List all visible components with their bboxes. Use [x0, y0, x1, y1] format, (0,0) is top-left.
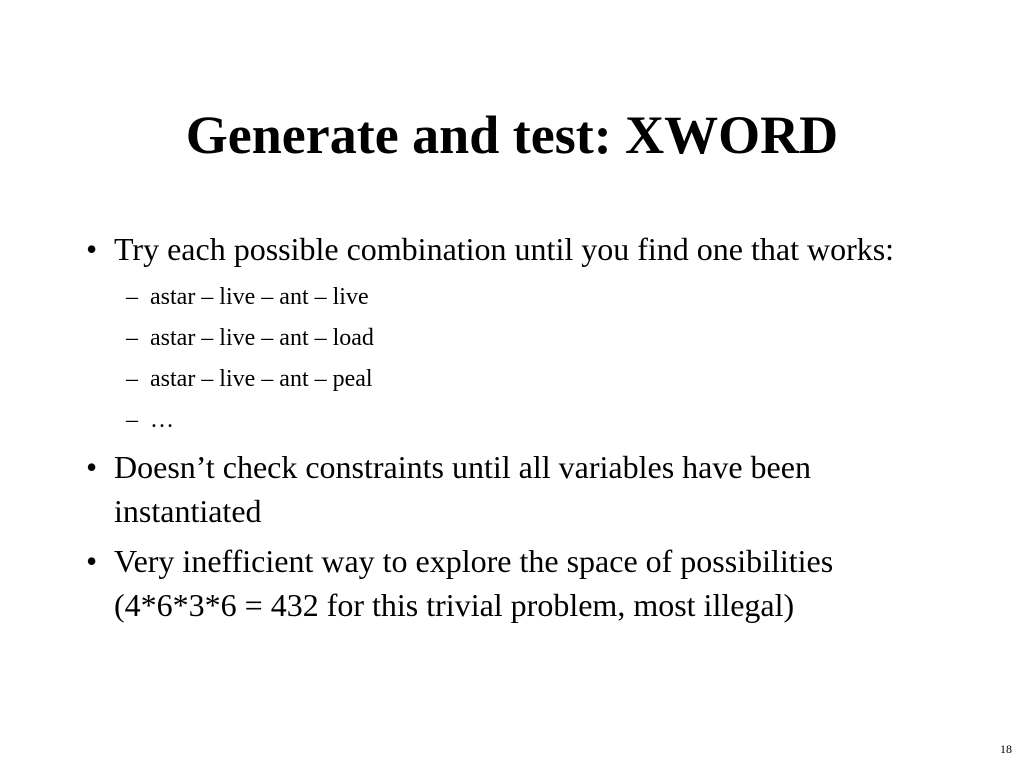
bullet-marker: • [86, 449, 98, 485]
bullet-marker: • [86, 231, 98, 267]
sub-bullet-item [84, 400, 904, 441]
dash-marker: – [126, 366, 138, 392]
sub-bullet-item [84, 359, 904, 400]
dash-marker: – [126, 407, 138, 433]
bullet-list [84, 227, 904, 633]
dash-marker: – [126, 284, 138, 310]
slide-title: Generate and test: XWORD [185, 105, 839, 165]
dash-marker: – [126, 325, 138, 351]
bullet-item [84, 227, 904, 271]
bullet-text: Very inefficient way to explore the space of possibilities (4*6*3*6 = 432 for this trivial problem, most illegal) [114, 543, 834, 623]
page-number: 18 [1000, 742, 1012, 756]
sub-bullet-text: astar – live – ant – load [150, 325, 374, 351]
sub-bullet-text: astar – live – ant – peal [150, 366, 373, 392]
sub-bullet-text: astar – live – ant – live [150, 284, 369, 310]
sub-bullet-item [84, 277, 904, 318]
bullet-marker: • [86, 543, 98, 579]
sub-bullet-text: … [150, 407, 174, 433]
bullet-text: Doesn’t check constraints until all variables have been instantiated [114, 449, 811, 529]
sub-bullet-item [84, 318, 904, 359]
bullet-item [84, 539, 904, 627]
bullet-text: Try each possible combination until you find one that works: [114, 231, 895, 267]
sub-bullet-list [84, 277, 904, 441]
bullet-item [84, 445, 904, 533]
